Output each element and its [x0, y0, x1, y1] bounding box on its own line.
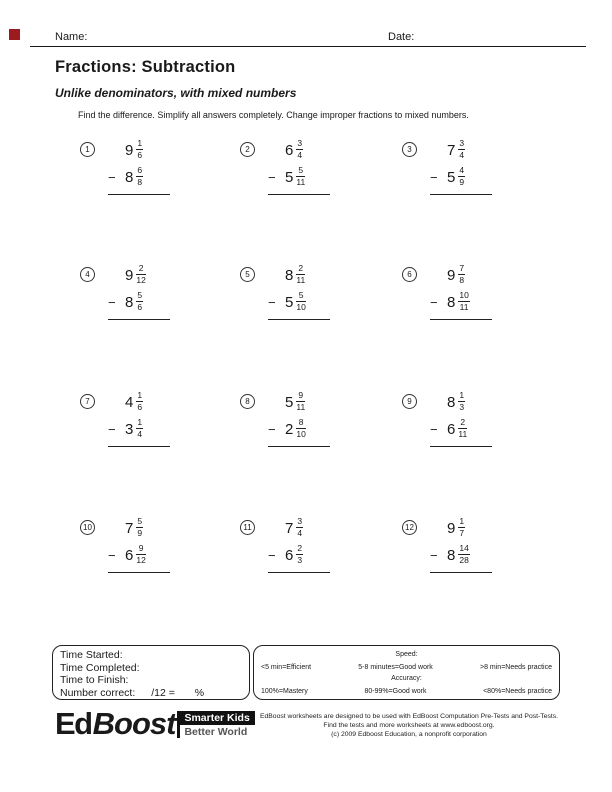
minuend-numerator: 3 — [459, 138, 465, 149]
minuend-denominator: 6 — [137, 401, 143, 412]
tagline-smarter-kids: Smarter Kids — [180, 711, 254, 725]
minuend-denominator: 9 — [137, 527, 143, 538]
subtrahend-whole: 5 — [447, 169, 456, 186]
time-completed-label: Time Completed: — [60, 661, 140, 674]
problem — [80, 262, 170, 320]
answer-line — [430, 569, 492, 573]
subtrahend-fraction — [458, 166, 465, 187]
subtrahend-whole: 8 — [125, 169, 134, 186]
problem — [240, 137, 330, 195]
subtrahend-denominator: 11 — [458, 428, 468, 439]
minuend — [430, 137, 492, 164]
minuend-numerator: 2 — [136, 264, 145, 275]
page-subtitle: Unlike denominators, with mixed numbers — [55, 86, 297, 100]
subtrahend-denominator: 12 — [136, 554, 146, 565]
minuend-fraction — [458, 264, 465, 285]
minuend-denominator: 7 — [459, 527, 465, 538]
problem — [402, 262, 492, 320]
footer-line-1: EdBoost worksheets are designed to be used with EdBoost Computation Pre-Tests and Post-Tests. — [259, 713, 559, 720]
minuend — [430, 262, 492, 289]
problem-number-badge: 9 — [402, 394, 417, 409]
minus-sign: − — [430, 422, 438, 437]
minuend-denominator: 6 — [137, 149, 143, 160]
minuend — [108, 389, 170, 416]
minuend — [268, 515, 330, 542]
subtrahend — [108, 164, 170, 191]
problem-number-badge: 6 — [402, 267, 417, 282]
minuend-whole: 7 — [125, 520, 134, 537]
minuend-fraction — [296, 517, 303, 538]
problem-work — [268, 515, 330, 573]
minuend-whole: 9 — [125, 267, 134, 284]
minuend-fraction — [136, 517, 143, 538]
minuend-numerator: 3 — [297, 516, 303, 527]
minus-sign: − — [268, 295, 276, 310]
minus-sign: − — [268, 548, 276, 563]
minuend-whole: 8 — [285, 267, 294, 284]
problem-work — [430, 389, 492, 447]
subtrahend-whole: 6 — [285, 547, 294, 564]
minuend-numerator: 1 — [459, 390, 465, 401]
minus-sign: − — [430, 170, 438, 185]
accuracy-row — [261, 688, 552, 695]
subtrahend-fraction — [136, 166, 143, 187]
edboost-logo — [55, 706, 255, 742]
minuend-numerator: 1 — [137, 390, 143, 401]
problem — [240, 515, 330, 573]
number-correct-label: Number correct: — [60, 686, 136, 699]
minuend-whole: 4 — [125, 394, 134, 411]
footer-line-2: Find the tests and more worksheets at www.edboost.org. — [323, 722, 495, 730]
subtrahend — [108, 416, 170, 443]
problem-work — [268, 389, 330, 447]
answer-line — [430, 191, 492, 195]
problem-work — [108, 262, 170, 320]
minuend — [268, 389, 330, 416]
subtrahend-numerator: 14 — [459, 543, 469, 554]
problem-work — [108, 137, 170, 195]
problem-number-badge: 5 — [240, 267, 255, 282]
speed-row — [261, 664, 552, 671]
subtrahend-fraction — [458, 291, 469, 312]
minuend-whole: 7 — [285, 520, 294, 537]
number-correct-row — [60, 687, 243, 700]
date-label: Date: — [388, 31, 415, 43]
minuend-denominator: 8 — [459, 274, 465, 285]
minuend-fraction — [136, 391, 143, 412]
page-title: Fractions: Subtraction — [55, 58, 236, 76]
minuend-numerator: 7 — [459, 263, 465, 274]
minuend-denominator: 11 — [296, 401, 306, 412]
problem-number-badge: 10 — [80, 520, 95, 535]
minuend-fraction — [136, 139, 143, 160]
minuend-denominator: 4 — [459, 149, 465, 160]
minuend-whole: 6 — [285, 142, 294, 159]
minuend-fraction — [458, 517, 465, 538]
minus-sign: − — [108, 170, 116, 185]
subtrahend-whole: 8 — [125, 294, 134, 311]
minuend-fraction — [136, 264, 145, 285]
footer-text — [258, 712, 560, 740]
minuend-denominator: 12 — [136, 274, 146, 285]
subtrahend-denominator: 28 — [459, 554, 469, 565]
subtrahend — [430, 542, 492, 569]
problem-number-badge: 12 — [402, 520, 417, 535]
subtrahend-numerator: 5 — [296, 166, 305, 177]
minuend — [108, 262, 170, 289]
time-to-finish-label: Time to Finish: — [60, 674, 129, 687]
answer-line — [108, 569, 170, 573]
minuend-numerator: 2 — [296, 264, 305, 275]
minuend-denominator: 4 — [297, 527, 303, 538]
answer-line — [268, 569, 330, 573]
minuend-denominator: 11 — [296, 274, 306, 285]
subtrahend-numerator: 1 — [137, 417, 143, 428]
problem-work — [430, 137, 492, 195]
speed-title: Speed: — [395, 651, 418, 659]
subtrahend-whole: 5 — [285, 294, 294, 311]
minus-sign: − — [268, 422, 276, 437]
minus-sign: − — [268, 170, 276, 185]
subtrahend — [268, 416, 330, 443]
problem-work — [268, 262, 330, 320]
minuend-fraction — [458, 139, 465, 160]
minuend-numerator: 9 — [296, 391, 305, 402]
answer-line — [430, 443, 492, 447]
subtrahend-whole: 8 — [447, 547, 456, 564]
problem — [80, 389, 170, 447]
subtrahend — [108, 289, 170, 316]
subtrahend-numerator: 4 — [459, 165, 465, 176]
problem-work — [430, 515, 492, 573]
subtrahend — [268, 542, 330, 569]
problem — [402, 389, 492, 447]
subtrahend-fraction — [458, 544, 469, 565]
problem-number-badge: 4 — [80, 267, 95, 282]
problem-work — [108, 389, 170, 447]
problem-number-badge: 1 — [80, 142, 95, 157]
subtrahend-denominator: 6 — [137, 301, 143, 312]
subtrahend-denominator: 11 — [296, 176, 306, 187]
minus-sign: − — [108, 422, 116, 437]
minuend-fraction — [296, 139, 303, 160]
accuracy-title: Accuracy: — [391, 675, 422, 683]
subtrahend-fraction — [458, 418, 467, 439]
minus-sign: − — [108, 295, 116, 310]
subtrahend-denominator: 3 — [297, 554, 303, 565]
minuend-fraction — [458, 391, 465, 412]
logo-tagline — [177, 711, 254, 738]
instructions-text: Find the difference. Simplify all answers completely. Change improper fractions to mixed numbers. — [78, 110, 469, 120]
problem-work — [268, 137, 330, 195]
subtrahend-fraction — [136, 291, 143, 312]
problem — [80, 515, 170, 573]
subtrahend — [108, 542, 170, 569]
minuend-whole: 9 — [447, 267, 456, 284]
problem-number-badge: 8 — [240, 394, 255, 409]
subtrahend-numerator: 6 — [137, 165, 143, 176]
subtrahend-denominator: 10 — [296, 301, 306, 312]
subtrahend-whole: 5 — [285, 169, 294, 186]
speed-efficient: <5 min=Efficient — [261, 663, 312, 671]
subtrahend-numerator: 8 — [296, 418, 305, 429]
minuend — [430, 515, 492, 542]
subtrahend-denominator: 8 — [137, 176, 143, 187]
problem-number-badge: 11 — [240, 520, 255, 535]
logo-boost-text: Boost — [92, 706, 176, 741]
accuracy-needs-practice: <80%=Needs practice — [483, 687, 552, 695]
minuend — [268, 137, 330, 164]
subtrahend-numerator: 10 — [459, 290, 469, 301]
minuend-whole: 8 — [447, 394, 456, 411]
minuend — [108, 515, 170, 542]
problem — [80, 137, 170, 195]
subtrahend — [430, 164, 492, 191]
answer-line — [108, 316, 170, 320]
problem-number-badge: 2 — [240, 142, 255, 157]
problem — [402, 137, 492, 195]
minus-sign: − — [430, 295, 438, 310]
minuend-fraction — [296, 391, 305, 412]
score-box — [52, 645, 250, 700]
subtrahend-denominator: 11 — [459, 301, 469, 312]
problem-work — [430, 262, 492, 320]
corner-marker-square — [9, 29, 20, 40]
subtrahend-whole: 6 — [125, 547, 134, 564]
time-started-label: Time Started: — [60, 649, 123, 661]
subtrahend-fraction — [296, 418, 305, 439]
problem-work — [108, 515, 170, 573]
logo-ed-text: Ed — [55, 706, 92, 741]
subtrahend-denominator: 4 — [137, 428, 143, 439]
problem-number-badge: 3 — [402, 142, 417, 157]
subtrahend — [430, 289, 492, 316]
minuend — [268, 262, 330, 289]
answer-line — [268, 443, 330, 447]
subtrahend-whole: 3 — [125, 421, 134, 438]
minuend — [430, 389, 492, 416]
subtrahend-whole: 8 — [447, 294, 456, 311]
footer-line-3: (c) 2009 Edboost Education, a nonprofit corporation — [331, 731, 487, 739]
minuend-denominator: 3 — [459, 401, 465, 412]
subtrahend-fraction — [296, 544, 303, 565]
tagline-better-world: Better World — [184, 725, 248, 738]
speed-needs-practice: >8 min=Needs practice — [480, 663, 552, 671]
minuend-whole: 7 — [447, 142, 456, 159]
answer-line — [430, 316, 492, 320]
subtrahend-numerator: 5 — [296, 291, 305, 302]
speed-good: 5-8 minutes=Good work — [358, 663, 433, 671]
header-rule — [30, 46, 586, 47]
accuracy-good: 80-99%=Good work — [364, 687, 427, 695]
subtrahend-numerator: 9 — [136, 544, 145, 555]
subtrahend — [268, 289, 330, 316]
minuend-denominator: 4 — [297, 149, 303, 160]
minus-sign: − — [430, 548, 438, 563]
name-label: Name: — [55, 31, 88, 43]
subtrahend — [430, 416, 492, 443]
minuend-fraction — [296, 264, 305, 285]
accuracy-mastery: 100%=Mastery — [261, 687, 308, 695]
problem — [240, 389, 330, 447]
minuend-numerator: 1 — [459, 516, 465, 527]
minuend — [108, 137, 170, 164]
guide-box — [253, 645, 560, 700]
minuend-whole: 9 — [125, 142, 134, 159]
answer-line — [268, 191, 330, 195]
minus-sign: − — [108, 548, 116, 563]
subtrahend-fraction — [136, 418, 143, 439]
number-correct-fraction: /12 = — [151, 686, 175, 699]
subtrahend-whole: 2 — [285, 421, 294, 438]
subtrahend-numerator: 2 — [297, 543, 303, 554]
subtrahend-whole: 6 — [447, 421, 456, 438]
subtrahend-denominator: 10 — [296, 428, 306, 439]
subtrahend-fraction — [296, 166, 305, 187]
subtrahend-fraction — [136, 544, 145, 565]
minuend-numerator: 1 — [137, 138, 143, 149]
subtrahend-numerator: 2 — [458, 418, 467, 429]
problem-number-badge: 7 — [80, 394, 95, 409]
answer-line — [108, 443, 170, 447]
subtrahend-denominator: 9 — [459, 176, 465, 187]
subtrahend-fraction — [296, 291, 305, 312]
percent-sign: % — [194, 686, 205, 699]
problem — [240, 262, 330, 320]
answer-line — [268, 316, 330, 320]
minuend-numerator: 3 — [297, 138, 303, 149]
minuend-numerator: 5 — [137, 516, 143, 527]
subtrahend-numerator: 5 — [137, 290, 143, 301]
subtrahend — [268, 164, 330, 191]
minuend-whole: 9 — [447, 520, 456, 537]
problem — [402, 515, 492, 573]
minuend-whole: 5 — [285, 394, 294, 411]
answer-line — [108, 191, 170, 195]
